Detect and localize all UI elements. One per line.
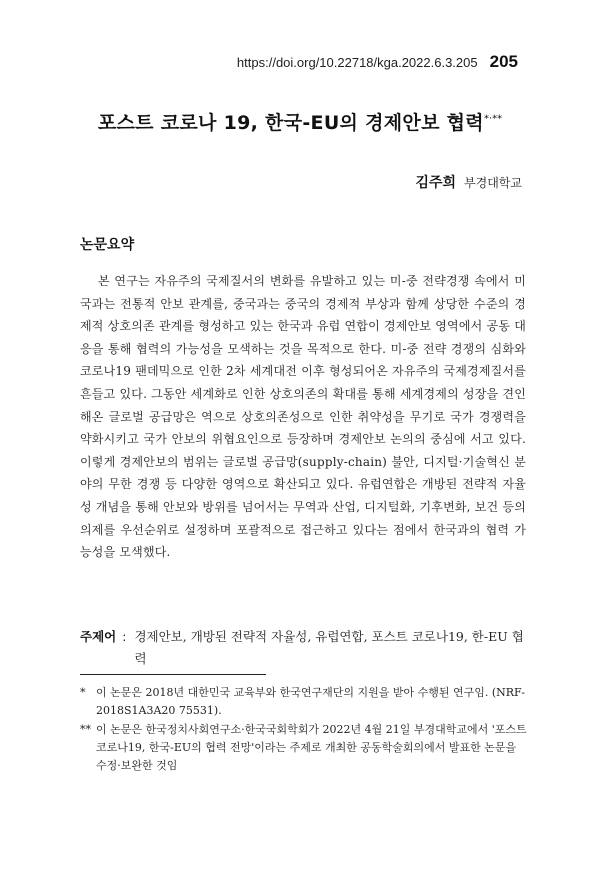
footnote-1 <box>80 684 530 720</box>
paper-title <box>0 108 600 135</box>
title-footnote-marks[interactable]: *·** <box>483 113 503 125</box>
footnote-2-mark: ** <box>80 723 91 736</box>
abstract-body: 본 연구는 자유주의 국제질서의 변화를 유발하고 있는 미-중 전략경쟁 속에서 미국과는 전통적 안보 관계를, 중국과는 중국의 경제적 부상과 함께 상당한 수준의 경제적 상호의존 관계를 형성하고 있는 한국과 유럽 연합이 경제안보 영역에서 공동 대응을 통해 협력의 가능성을 모색하는 것을 목적으로 한다. 미-중 전략 경쟁의 심화와 코로나19 팬데믹으로 인한 2차 세계대전 이후 형성되어온 자유주의 국제경제질서를 흔들고 있다. 그동안 세계화로 인한 상호의존의 확대를 통해 세계경제의 성장을 견인해온 글로벌 공급망은 역으로 상호의존성으로 인한 취약성을 무기로 국가 경쟁력을 약화시키고 국가 안보의 위협요인으로 등장하며 경제안보 논의의 중심에 서고 있다. 이렇게 경제안보의 범위는 글로벌 공급망(supply-chain) 불안, 디지털·기술혁신 분야의 무한 경쟁 등 다양한 영역으로 확산되고 있다. 유럽연합은 개방된 전략적 자율성 개념을 통해 안보와 방위를 넘어서는 무역과 산업, 디지털화, 기후변화, 보건 등의 의제를 우선순위로 설정하며 포괄적으로 접근하고 있다는 점에서 한국과의 협력 가능성을 모색했다. <box>80 274 526 560</box>
footnotes <box>80 684 530 776</box>
abstract-heading: 논문요약 <box>80 237 135 253</box>
author-affiliation: 부경대학교 <box>464 176 522 190</box>
author-name: 김주희 <box>415 175 457 191</box>
keywords-colon: : <box>122 629 127 644</box>
footnote-1-mark: * <box>80 686 86 699</box>
page-number: 205 <box>489 52 518 71</box>
page-header <box>237 52 518 72</box>
footnote-divider <box>80 674 266 675</box>
keywords-text: 경제안보, 개방된 전략적 자율성, 유럽연합, 포스트 코로나19, 한-EU 협력 <box>134 629 524 666</box>
footnote-1-text: 이 논문은 2018년 대한민국 교육부와 한국연구재단의 지원을 받아 수행된 연구임. (NRF-2018S1A3A20 75531). <box>96 686 525 717</box>
author-block <box>415 172 522 192</box>
keywords-block <box>80 626 526 670</box>
paper-title-text: 포스트 코로나 19, 한국-EU의 경제안보 협력 <box>97 112 484 134</box>
footnote-2 <box>80 721 530 775</box>
doi-link[interactable]: https://doi.org/10.22718/kga.2022.6.3.205 <box>236 55 478 70</box>
keywords-label: 주제어 <box>80 629 117 644</box>
footnote-2-text: 이 논문은 한국정치사회연구소·한국국회학회가 2022년 4월 21일 부경대학교에서 '포스트 코로나19, 한국-EU의 협력 전망'이라는 주제로 개최한 공동학술회의에서 발표한 논문을 수정·보완한 것임 <box>96 723 527 772</box>
